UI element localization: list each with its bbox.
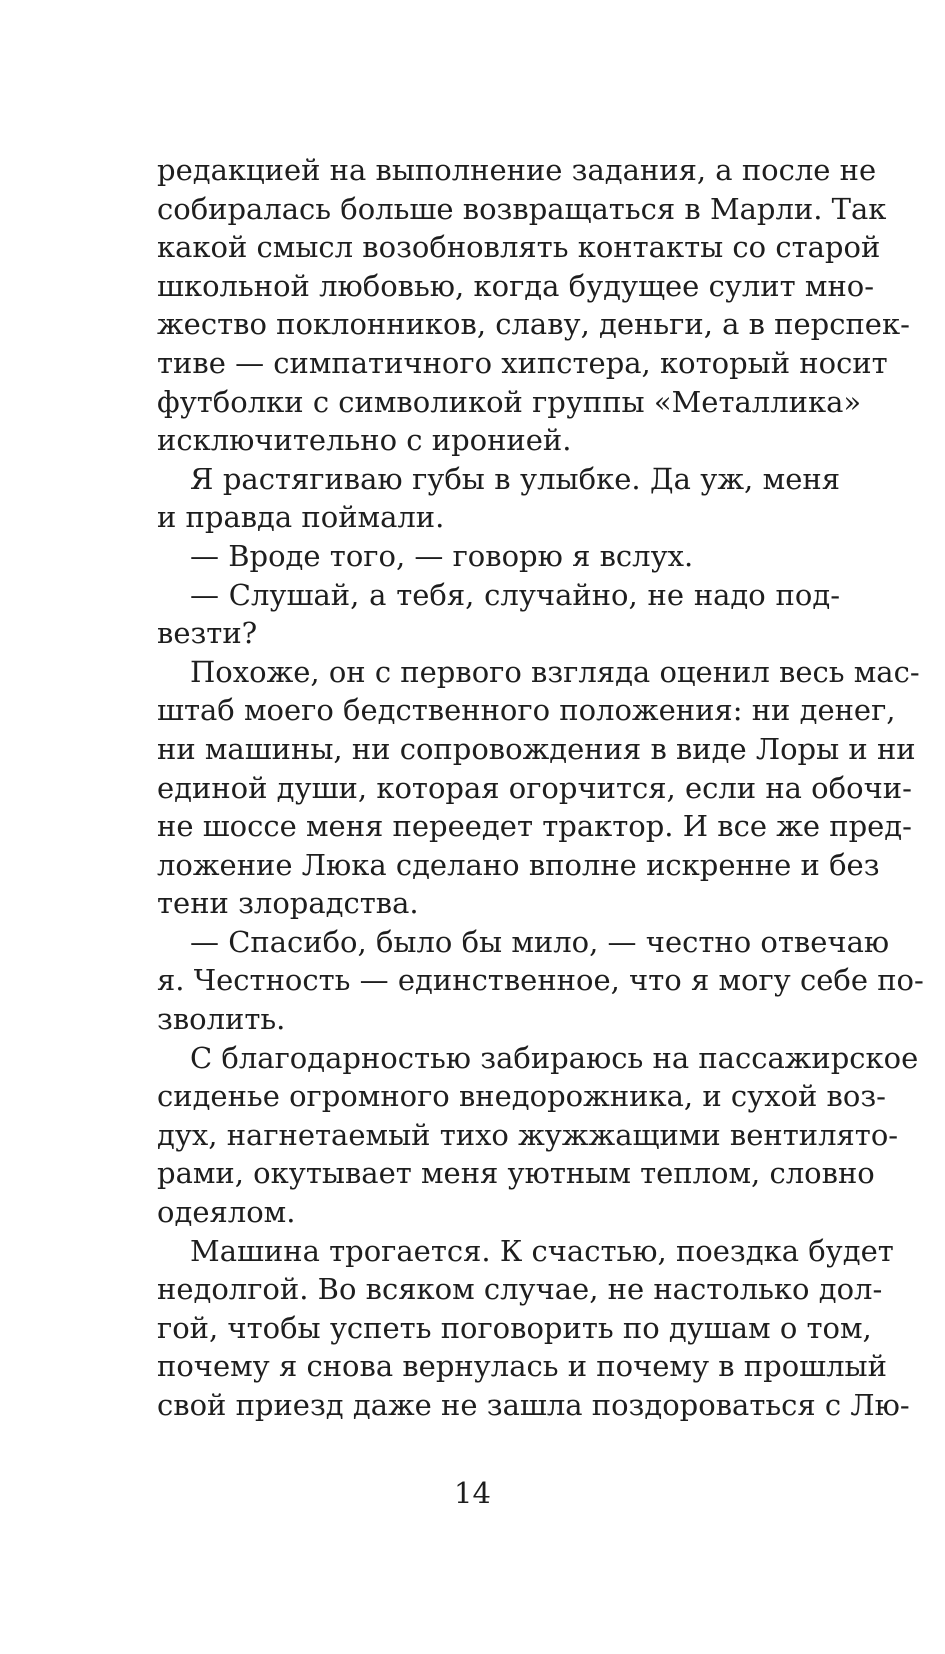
text-line: какой смысл возобновлять контакты со старой (157, 230, 881, 265)
text-line: исключительно с иронией. (157, 423, 572, 458)
page-number: 14 (454, 1476, 491, 1510)
text-line: гой, чтобы успеть поговорить по душам о том, (157, 1310, 872, 1345)
text-line: одеялом. (157, 1195, 296, 1230)
text-line: зволить. (157, 1002, 286, 1037)
text-line: свой приезд даже не зашла поздороваться с Лю- (157, 1388, 910, 1422)
text-line: рами, окутывает меня уютным теплом, словно (157, 1156, 875, 1191)
text-line: редакцией на выполнение задания, а после не (157, 153, 877, 187)
text-line: — Спасибо, было бы мило, — честно отвечаю (190, 924, 890, 959)
text-line: везти? (157, 616, 258, 651)
text-line: сиденье огромного внедорожника, и сухой воз- (157, 1079, 886, 1114)
text-line: школьной любовью, когда будущее сулит мно- (157, 268, 875, 303)
text-line: я. Честность — единственное, что я могу себе по- (157, 963, 924, 998)
text-line: жество поклонников, славу, деньги, а в перспек- (157, 307, 910, 342)
text-line: ложение Люка сделано вполне искренне и без (157, 847, 880, 882)
text-line: ни машины, ни сопровождения в виде Лоры и ни (157, 731, 916, 766)
text-line: тени злорадства. (157, 886, 419, 921)
body-text (157, 151, 924, 1425)
text-line: недолгой. Во всяком случае, не настолько дол- (157, 1272, 883, 1307)
text-line: — Слушай, а тебя, случайно, не надо под- (190, 577, 840, 612)
text-line: штаб моего бедственного положения: ни денег, (157, 693, 896, 728)
text-line: Машина трогается. К счастью, поездка будет (190, 1233, 894, 1268)
text-line: собиралась больше возвращаться в Марли. Так (157, 191, 887, 226)
text-line: дух, нагнетаемый тихо жужжащими вентилято- (157, 1117, 899, 1152)
text-line: не шоссе меня переедет трактор. И все же пред- (157, 809, 912, 844)
text-line: почему я снова вернулась и почему в прошлый (157, 1349, 887, 1384)
text-line: С благодарностью забираюсь на пассажирское (190, 1040, 919, 1075)
text-line: Похоже, он с первого взгляда оценил весь мас- (190, 654, 920, 689)
text-line: Я растягиваю губы в улыбке. Да уж, меня (190, 461, 840, 496)
text-line: тиве — симпатичного хипстера, который носит (157, 345, 888, 380)
text-line: футболки с символикой группы «Металлика» (157, 384, 862, 419)
text-line: — Вроде того, — говорю я вслух. (190, 538, 694, 573)
text-line: единой души, которая огорчится, если на обочи- (157, 770, 912, 805)
text-line: и правда поймали. (157, 500, 445, 535)
